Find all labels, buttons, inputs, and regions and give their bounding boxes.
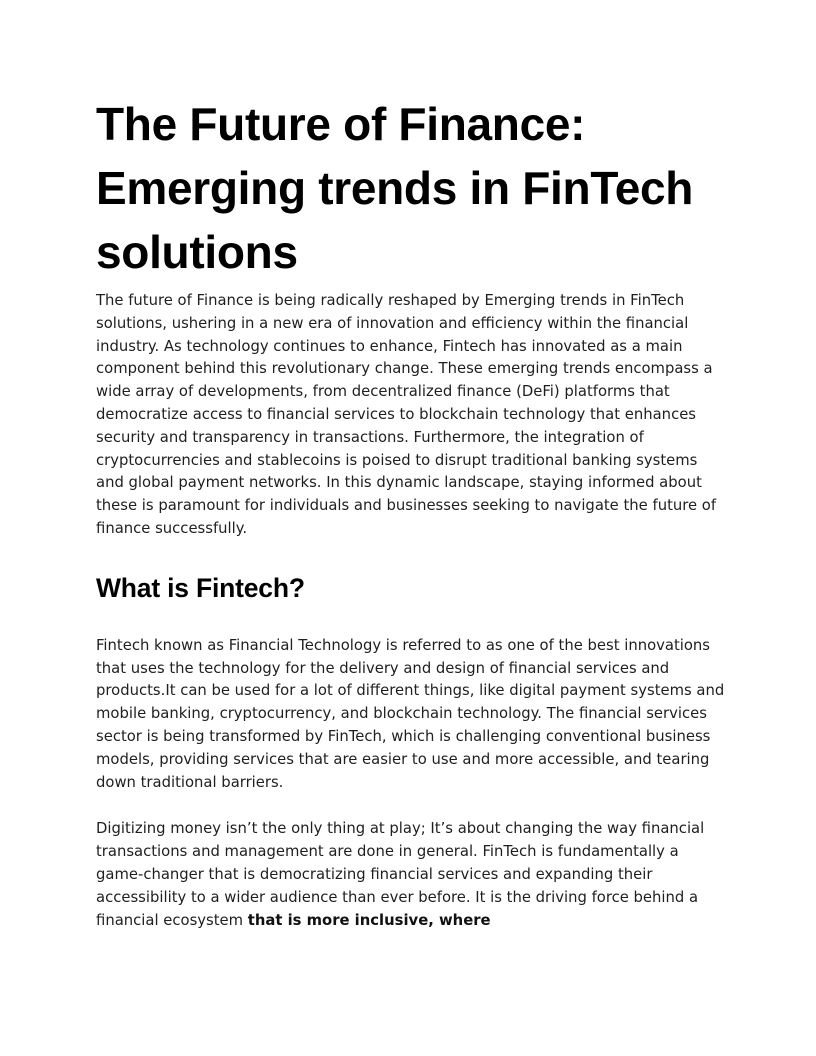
page-title: The Future of Finance: Emerging trends in FinTech solutions <box>96 98 694 278</box>
section-heading: What is Fintech? <box>96 572 305 603</box>
document-page <box>96 92 726 932</box>
intro-paragraph: The future of Finance is being radically reshaped by Emerging trends in FinTech solutions, ushering in a new era of innovation and efficiency within the financial industry. As technology continues to enhance, Fintech has innovated as a main component behind this revolutionary change. These emerging trends encompass a wide array of developments, from decentralized finance (DeFi) platforms that democratize access to financial services to blockchain technology that enhances security and transparency in transactions. Furthermore, the integration of cryptocurrencies and stablecoins is poised to disrupt traditional banking systems and global payment networks. In this dynamic landscape, staying informed about these is paramount for individuals and businesses seeking to navigate the future of finance successfully. <box>96 292 717 537</box>
fintech-impact-paragraph <box>96 818 726 932</box>
fintech-definition-paragraph: Fintech known as Financial Technology is referred to as one of the best innovations that uses the technology for the delivery and design of financial services and products.It can be used for a lot of different things, like digital payment systems and mobile banking, cryptocurrency, and blockchain technology. The financial services sector is being transformed by FinTech, which is challenging conventional business models, providing services that are easier to use and more accessible, and tearing down traditional barriers. <box>96 636 725 791</box>
paragraph-text: Digitizing money isn’t the only thing at play; It’s about changing the way financial transactions and management are done in general. FinTech is fundamentally a game-changer that is democratizing financial services and expanding their accessibility to a wider audience than ever before. It is the driving force behind a financial ecosystem <box>96 820 705 929</box>
bold-text: that is more inclusive, where <box>247 911 491 929</box>
